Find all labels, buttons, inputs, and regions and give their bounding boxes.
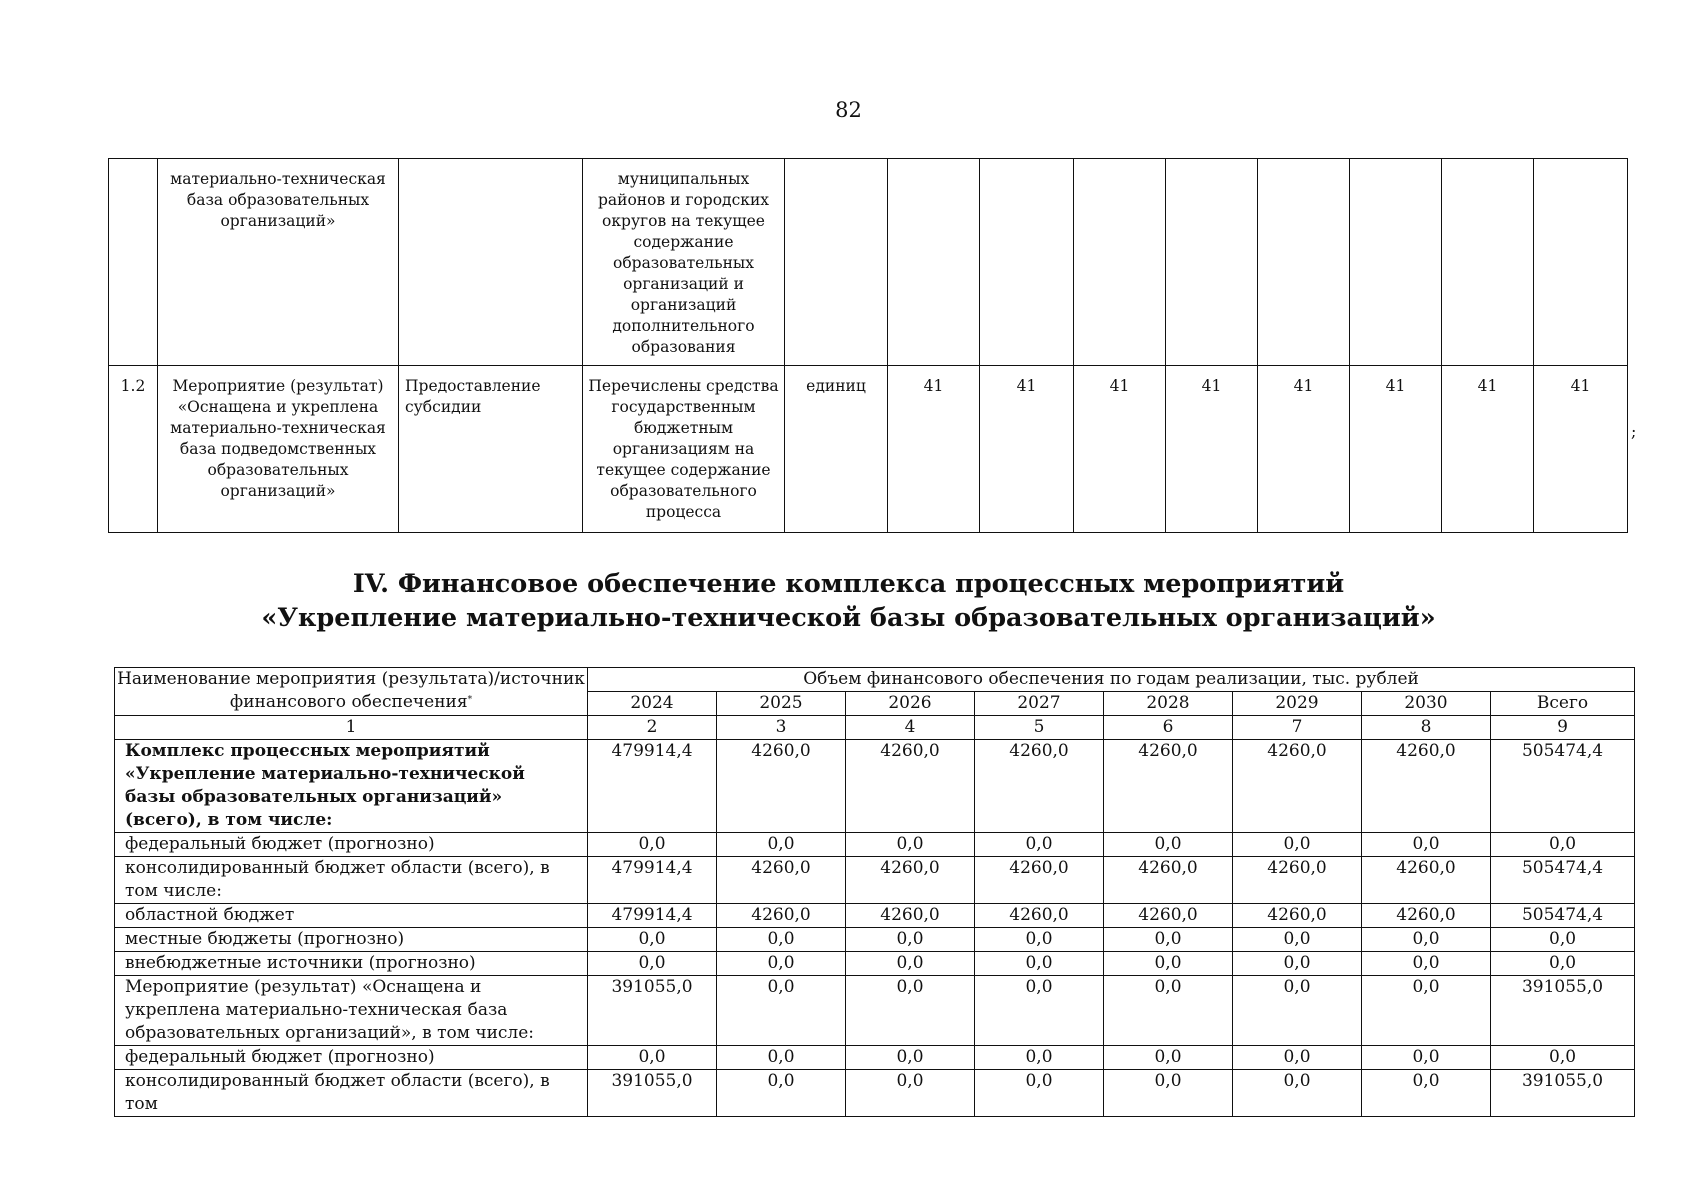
- amount-cell: 0,0: [975, 952, 1104, 976]
- result-type-cell: Предоставление субсидии: [399, 366, 583, 533]
- amount-cell: 0,0: [1233, 1070, 1362, 1117]
- year-header-cell: 2028: [1104, 692, 1233, 716]
- source-name-cell: Мероприятие (результат) «Оснащена и укреплена материально-техническая база образовательных организаций», в том числе:: [115, 976, 588, 1046]
- column-number-cell: 3: [717, 716, 846, 740]
- amount-cell: 0,0: [588, 833, 717, 857]
- column-number-cell: 5: [975, 716, 1104, 740]
- amount-cell: 4260,0: [846, 857, 975, 904]
- amount-cell: 0,0: [1104, 1046, 1233, 1070]
- source-name-cell: консолидированный бюджет области (всего), в том: [115, 1070, 588, 1117]
- amount-cell: 0,0: [975, 1070, 1104, 1117]
- amount-cell: 0,0: [1491, 1046, 1635, 1070]
- amount-cell: 0,0: [1233, 952, 1362, 976]
- result-name-cell: материально-техническая база образовательных организаций»: [158, 159, 399, 366]
- amount-cell: 4260,0: [717, 904, 846, 928]
- finance-table: [114, 667, 1635, 1117]
- amount-cell: 0,0: [588, 952, 717, 976]
- amount-cell: 4260,0: [1104, 740, 1233, 833]
- section-title-line1: IV. Финансовое обеспечение комплекса процессных мероприятий: [352, 569, 1345, 599]
- source-name-cell: областной бюджет: [115, 904, 588, 928]
- result-description-cell: муниципальных районов и городских округов на текущее содержание образовательных организаций и организаций дополнительного образования: [583, 159, 785, 366]
- amount-cell: 4260,0: [975, 904, 1104, 928]
- column-number-cell: 1: [115, 716, 588, 740]
- source-name-cell: местные бюджеты (прогнозно): [115, 928, 588, 952]
- value-cell: 41: [1534, 366, 1628, 533]
- amount-cell: 0,0: [1491, 928, 1635, 952]
- amount-cell: 479914,4: [588, 740, 717, 833]
- header-name-cell: Наименование мероприятия (результата)/источник финансового обеспечения*: [115, 668, 588, 716]
- amount-cell: 479914,4: [588, 857, 717, 904]
- value-cell: 41: [1442, 366, 1534, 533]
- year-header-cell: 2030: [1362, 692, 1491, 716]
- column-number-cell: 4: [846, 716, 975, 740]
- table-row: [115, 904, 1635, 928]
- amount-cell: 0,0: [846, 928, 975, 952]
- amount-cell: 391055,0: [1491, 976, 1635, 1046]
- amount-cell: 0,0: [846, 976, 975, 1046]
- amount-cell: 4260,0: [1233, 857, 1362, 904]
- amount-cell: 0,0: [975, 928, 1104, 952]
- footnote-mark: *: [467, 695, 473, 705]
- unit-cell: единиц: [785, 366, 888, 533]
- table-row: [115, 928, 1635, 952]
- amount-cell: 0,0: [588, 928, 717, 952]
- amount-cell: 0,0: [1362, 976, 1491, 1046]
- amount-cell: 4260,0: [1104, 857, 1233, 904]
- year-header-cell: 2029: [1233, 692, 1362, 716]
- result-name-cell: Мероприятие (результат) «Оснащена и укреплена материально-техническая база подведомственных образовательных организаций»: [158, 366, 399, 533]
- amount-cell: 0,0: [975, 1046, 1104, 1070]
- year-header-cell: 2025: [717, 692, 846, 716]
- amount-cell: 505474,4: [1491, 904, 1635, 928]
- amount-cell: 505474,4: [1491, 740, 1635, 833]
- value-cell: 41: [1258, 366, 1350, 533]
- year-header-cell: 2024: [588, 692, 717, 716]
- table-row: [115, 952, 1635, 976]
- amount-cell: 4260,0: [846, 740, 975, 833]
- amount-cell: 0,0: [975, 976, 1104, 1046]
- amount-cell: 0,0: [717, 928, 846, 952]
- amount-cell: 4260,0: [1104, 904, 1233, 928]
- amount-cell: 0,0: [1362, 928, 1491, 952]
- amount-cell: 4260,0: [1233, 740, 1362, 833]
- amount-cell: 0,0: [1362, 833, 1491, 857]
- amount-cell: 4260,0: [975, 740, 1104, 833]
- amount-cell: 0,0: [1233, 1046, 1362, 1070]
- amount-cell: 0,0: [846, 1046, 975, 1070]
- column-number-cell: 6: [1104, 716, 1233, 740]
- amount-cell: 391055,0: [1491, 1070, 1635, 1117]
- column-numbers-row: [115, 716, 1635, 740]
- value-cell: 41: [980, 366, 1074, 533]
- amount-cell: 0,0: [717, 976, 846, 1046]
- header-volume-cell: Объем финансового обеспечения по годам реализации, тыс. рублей: [588, 668, 1635, 692]
- section-title-line2: «Укрепление материально-технической базы образовательных организаций»: [261, 603, 1436, 633]
- amount-cell: 4260,0: [975, 857, 1104, 904]
- amount-cell: 0,0: [1362, 1070, 1491, 1117]
- amount-cell: 0,0: [717, 952, 846, 976]
- value-cell: 41: [888, 366, 980, 533]
- header-row: [115, 668, 1635, 692]
- amount-cell: 0,0: [1362, 1046, 1491, 1070]
- trailing-semicolon: ;: [1631, 422, 1637, 441]
- amount-cell: 0,0: [846, 1070, 975, 1117]
- amount-cell: 0,0: [975, 833, 1104, 857]
- amount-cell: 4260,0: [846, 904, 975, 928]
- amount-cell: 0,0: [1104, 833, 1233, 857]
- table-row: [109, 366, 1628, 533]
- result-description-cell: Перечислены средства государственным бюджетным организациям на текущее содержание образовательного процесса: [583, 366, 785, 533]
- amount-cell: 0,0: [1233, 833, 1362, 857]
- year-header-cell: 2026: [846, 692, 975, 716]
- amount-cell: 0,0: [1491, 952, 1635, 976]
- year-header-cell: 2027: [975, 692, 1104, 716]
- column-number-cell: 9: [1491, 716, 1635, 740]
- amount-cell: 4260,0: [717, 740, 846, 833]
- table-row: [115, 833, 1635, 857]
- table-row: [115, 1046, 1635, 1070]
- amount-cell: 0,0: [1491, 833, 1635, 857]
- table-row: [115, 976, 1635, 1046]
- amount-cell: 0,0: [717, 833, 846, 857]
- amount-cell: 4260,0: [717, 857, 846, 904]
- row-number-cell: 1.2: [109, 366, 158, 533]
- results-table: [108, 158, 1628, 533]
- value-cell: 41: [1166, 366, 1258, 533]
- amount-cell: 391055,0: [588, 976, 717, 1046]
- amount-cell: 4260,0: [1233, 904, 1362, 928]
- table-row: [115, 1070, 1635, 1117]
- amount-cell: 0,0: [1104, 1070, 1233, 1117]
- value-cell: 41: [1074, 366, 1166, 533]
- amount-cell: 0,0: [717, 1070, 846, 1117]
- amount-cell: 0,0: [1362, 952, 1491, 976]
- section-title: [0, 567, 1697, 635]
- amount-cell: 479914,4: [588, 904, 717, 928]
- amount-cell: 0,0: [846, 952, 975, 976]
- amount-cell: 0,0: [1104, 928, 1233, 952]
- source-name-cell: Комплекс процессных мероприятий «Укрепление материально-технической базы образовательных организаций» (всего), в том числе:: [115, 740, 588, 833]
- source-name-cell: федеральный бюджет (прогнозно): [115, 1046, 588, 1070]
- amount-cell: 0,0: [1104, 976, 1233, 1046]
- table-row: [109, 159, 1628, 366]
- source-name-cell: внебюджетные источники (прогнозно): [115, 952, 588, 976]
- amount-cell: 0,0: [1233, 928, 1362, 952]
- amount-cell: 0,0: [588, 1046, 717, 1070]
- amount-cell: 4260,0: [1362, 904, 1491, 928]
- column-number-cell: 8: [1362, 716, 1491, 740]
- source-name-cell: федеральный бюджет (прогнозно): [115, 833, 588, 857]
- amount-cell: 4260,0: [1362, 740, 1491, 833]
- table-row: [115, 857, 1635, 904]
- amount-cell: 505474,4: [1491, 857, 1635, 904]
- table-row: [115, 740, 1635, 833]
- amount-cell: 4260,0: [1362, 857, 1491, 904]
- amount-cell: 0,0: [717, 1046, 846, 1070]
- source-name-cell: консолидированный бюджет области (всего), в том числе:: [115, 857, 588, 904]
- amount-cell: 391055,0: [588, 1070, 717, 1117]
- column-number-cell: 7: [1233, 716, 1362, 740]
- amount-cell: 0,0: [846, 833, 975, 857]
- amount-cell: 0,0: [1233, 976, 1362, 1046]
- column-number-cell: 2: [588, 716, 717, 740]
- page-number: 82: [835, 98, 862, 122]
- value-cell: 41: [1350, 366, 1442, 533]
- amount-cell: 0,0: [1104, 952, 1233, 976]
- year-header-cell: Всего: [1491, 692, 1635, 716]
